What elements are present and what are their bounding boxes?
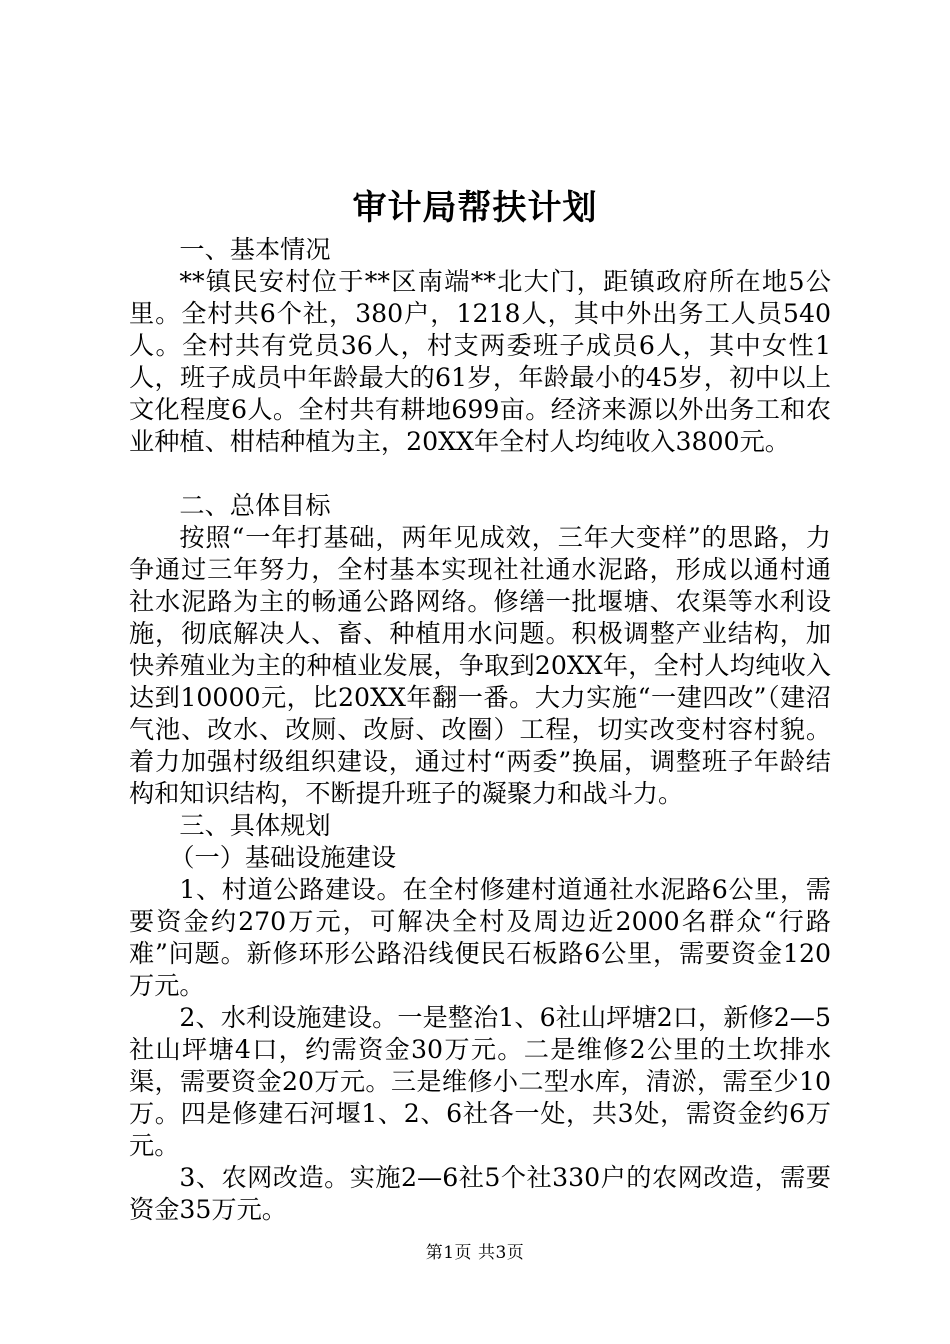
paragraph-water-facilities: 2、水利设施建设。一是整治1、6社山坪塘2口，新修2—5社山坪塘4口，约需资金30万元。二是维修2公里的土坎排水渠，需要资金20万元。三是维修小二型水库，清淤，需至少10万。四是修建石河堰1、2、6社各一处，共3处，需资金约6万元。	[129, 1003, 831, 1160]
paragraph-grid-upgrade: 3、农网改造。实施2—6社5个社330户的农网改造，需要资金35万元。	[129, 1163, 831, 1224]
document-body	[129, 234, 831, 1226]
section-heading-basic-situation: 一、基本情况	[179, 235, 331, 264]
section-heading-overall-goal: 二、总体目标	[179, 491, 331, 520]
section-heading-specific-plan: 三、具体规划	[179, 811, 331, 840]
subsection-heading-infrastructure: （一）基础设施建设	[169, 843, 396, 872]
document-title: 审计局帮扶计划	[352, 188, 598, 228]
paragraph-overall-goal: 按照“一年打基础，两年见成效，三年大变样”的思路，力争通过三年努力，全村基本实现社社通水泥路，形成以通村通社水泥路为主的畅通公路网络。修缮一批堰塘、农渠等水利设施，彻底解决人、畜、种植用水问题。积极调整产业结构，加快养殖业为主的种植业发展，争取到20XX年，全村人均纯收入达到10000元，比20XX年翻一番。大力实施“一建四改”（建沼气池、改水、改厕、改厨、改圈）工程，切实改变村容村貌。着力加强村级组织建设，通过村“两委”换届，调整班子年龄结构和知识结构，不断提升班子的凝聚力和战斗力。	[129, 523, 831, 808]
page-number-footer: 第1页 共3页	[425, 1243, 525, 1263]
paragraph-spacer	[129, 458, 831, 490]
paragraph-road-construction: 1、村道公路建设。在全村修建村道通社水泥路6公里，需要资金约270万元，可解决全村及周边近2000名群众“行路难”问题。新修环形公路沿线便民石板路6公里，需要资金120万元。	[129, 875, 831, 1000]
paragraph-basic-situation: **镇民安村位于**区南端**北大门，距镇政府所在地5公里。全村共6个社，380户，1218人，其中外出务工人员540人。全村共有党员36人，村支两委班子成员6人，其中女性1人，班子成员中年龄最大的61岁，年龄最小的45岁，初中以上文化程度6人。全村共有耕地699亩。经济来源以外出务工和农业种植、柑桔种植为主，20XX年全村人均纯收入3800元。	[129, 267, 831, 456]
